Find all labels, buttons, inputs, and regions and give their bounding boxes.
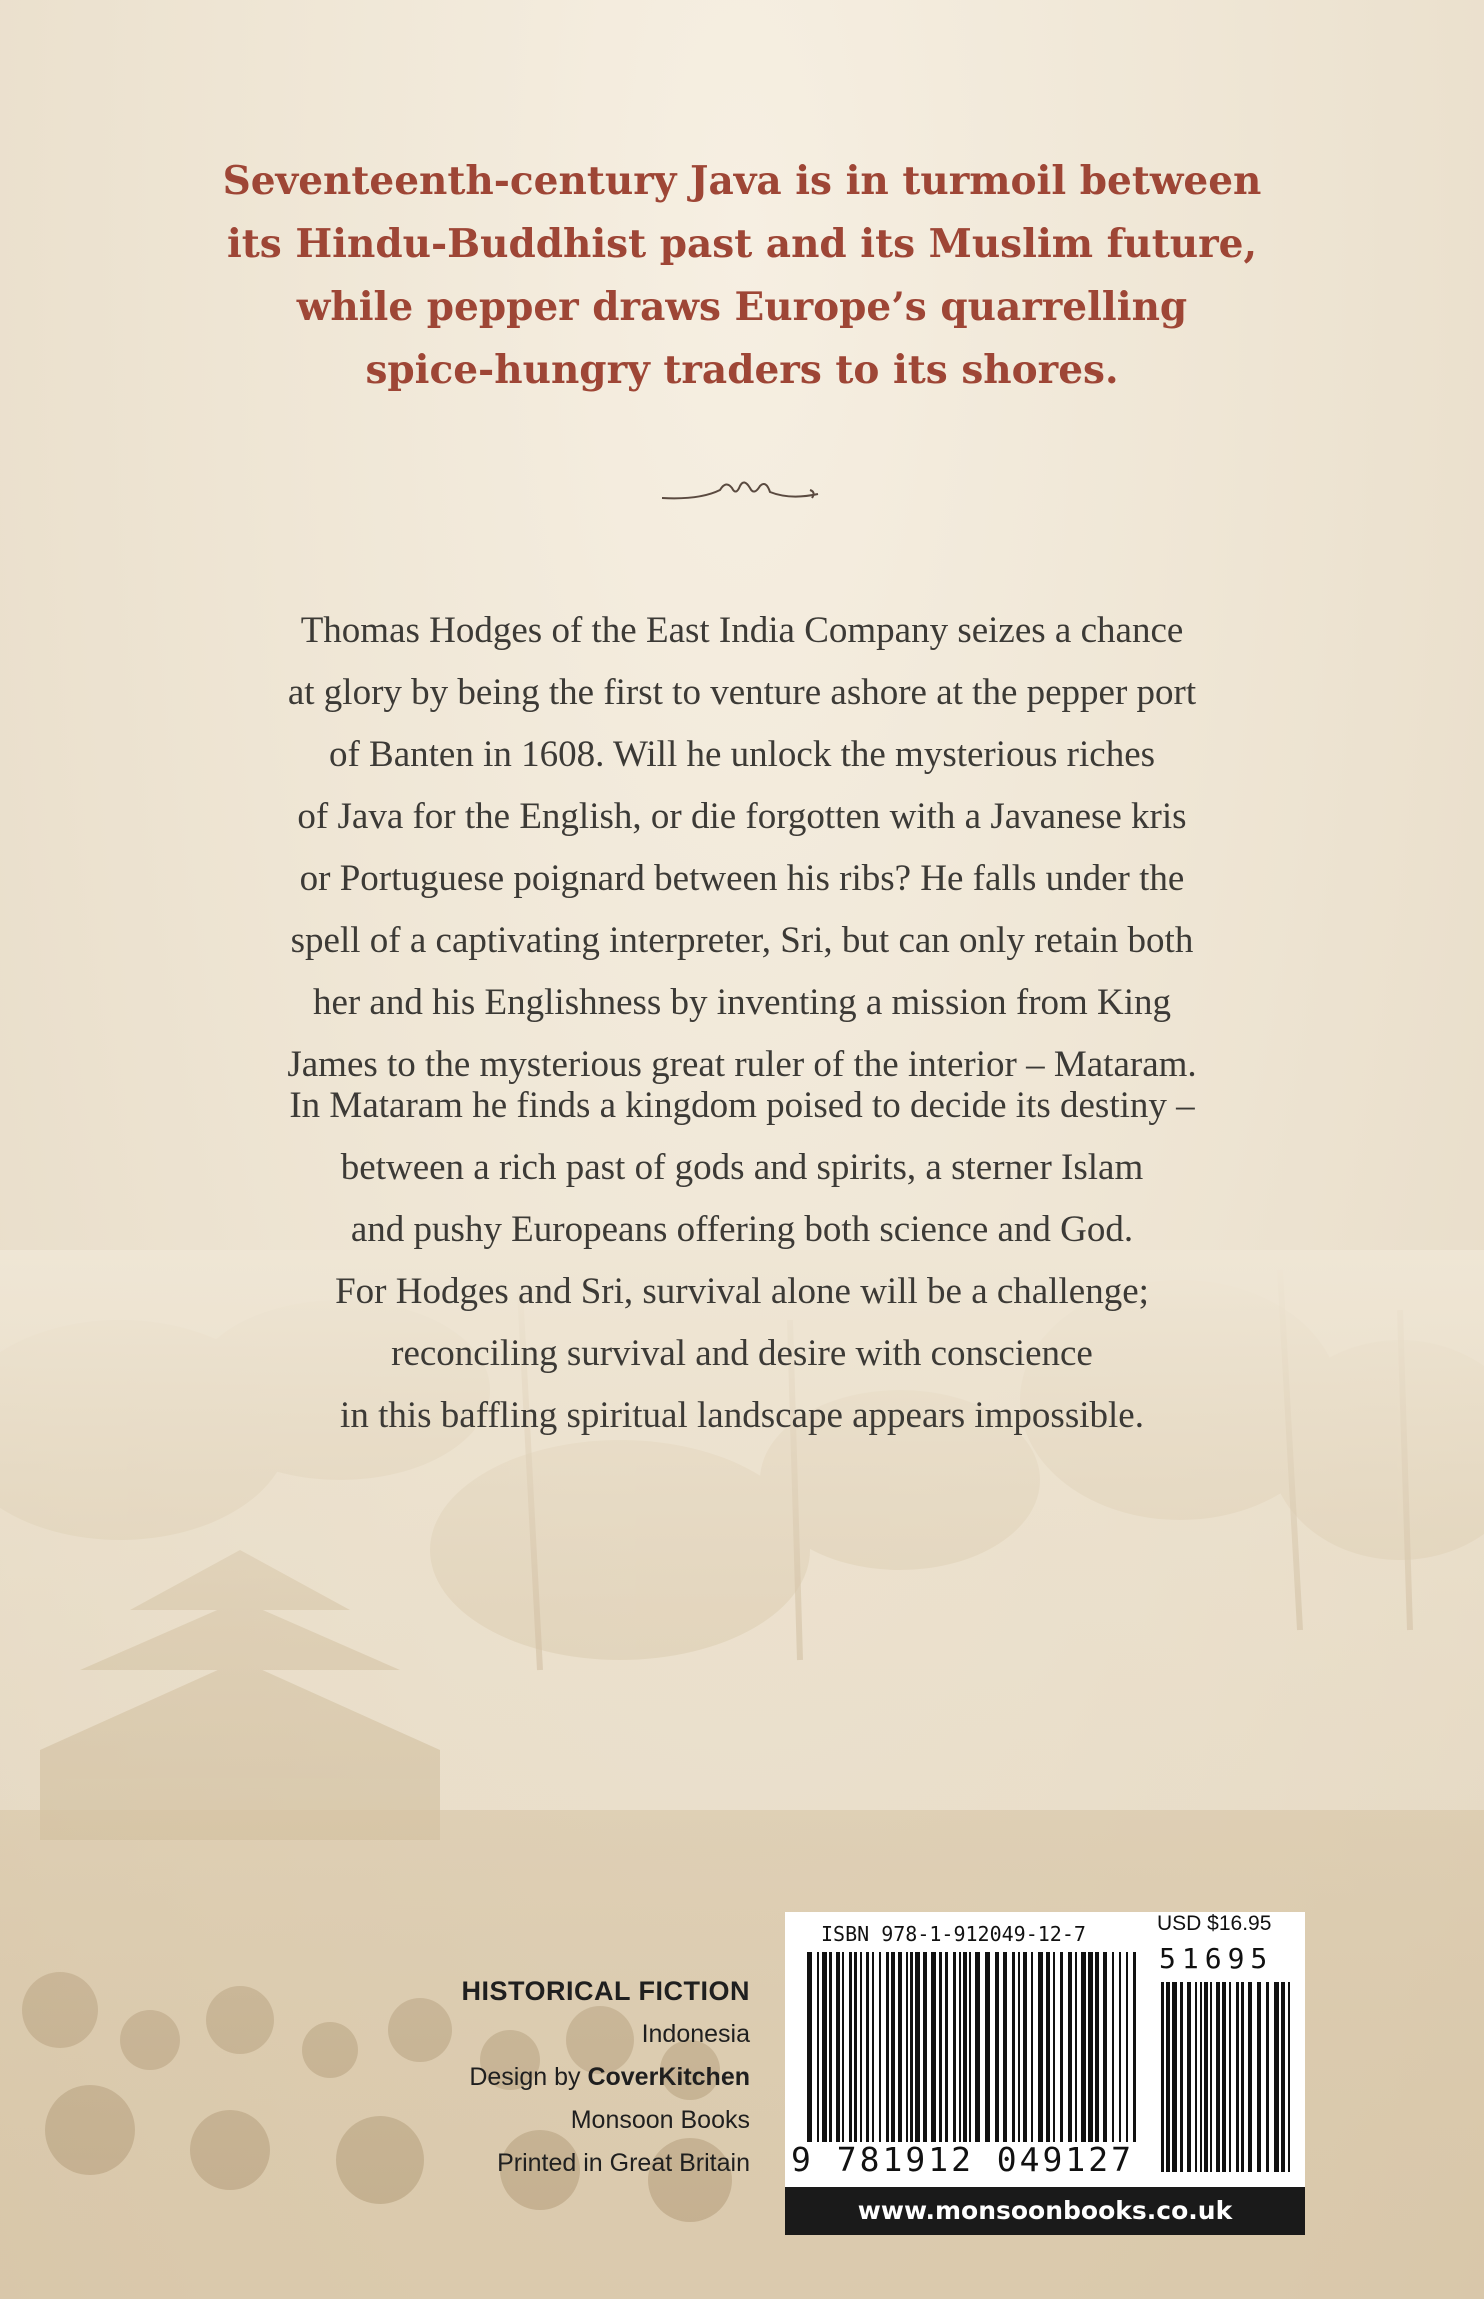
barcode-bar bbox=[1195, 1982, 1197, 2172]
barcode-bar bbox=[910, 1952, 913, 2142]
barcode-bar bbox=[1112, 1952, 1114, 2142]
barcode-bar bbox=[817, 1952, 819, 2142]
barcode-bar bbox=[923, 1952, 927, 2142]
barcode-bar bbox=[872, 1952, 874, 2142]
barcode-main bbox=[803, 1952, 1143, 2142]
printed-label: Printed in Great Britain bbox=[497, 2149, 750, 2177]
price-label: USD $16.95 bbox=[1157, 1912, 1272, 1935]
barcode-bar bbox=[866, 1952, 869, 2142]
synopsis-paragraph-1 bbox=[110, 600, 1374, 1096]
text-line: or Portuguese poignard between his ribs? He falls under the bbox=[299, 858, 1185, 899]
barcode-bar bbox=[1241, 1982, 1244, 2172]
barcode-bar bbox=[959, 1952, 961, 2142]
website-url: www.monsoonbooks.co.uk bbox=[785, 2187, 1305, 2235]
barcode-bar bbox=[906, 1952, 908, 2142]
barcode-bar bbox=[1075, 1952, 1077, 2142]
barcode-bar bbox=[854, 1952, 857, 2142]
barcode-bar bbox=[1229, 1982, 1231, 2172]
text-line: at glory by being the first to venture ashore at the pepper port bbox=[287, 672, 1197, 713]
barcode-bar bbox=[945, 1952, 948, 2142]
barcode-bar bbox=[1119, 1952, 1121, 2142]
publication-info bbox=[350, 1970, 750, 2185]
barcode-bar bbox=[1103, 1952, 1107, 2142]
barcode-bar bbox=[931, 1952, 936, 2142]
barcode-bar bbox=[1248, 1982, 1252, 2172]
text-line: reconciling survival and desire with conscience bbox=[391, 1333, 1093, 1374]
barcode-bar bbox=[1133, 1952, 1136, 2142]
text-line: James to the mysterious great ruler of the interior – Mataram. bbox=[287, 1044, 1197, 1085]
barcode-bar bbox=[1180, 1982, 1183, 2172]
barcode-bar bbox=[1274, 1982, 1279, 2172]
barcode-bar bbox=[1257, 1982, 1261, 2172]
barcode-bar bbox=[1210, 1982, 1212, 2172]
text-line: of Banten in 1608. Will he unlock the mysterious riches bbox=[328, 734, 1156, 775]
text-line: between a rich past of gods and spirits, a sterner Islam bbox=[340, 1147, 1144, 1188]
barcode-bar bbox=[898, 1952, 902, 2142]
tagline-line: spice-hungry traders to its shores. bbox=[365, 347, 1119, 393]
barcode-bar bbox=[1068, 1952, 1072, 2142]
isbn-digits: 9 781912 049127 bbox=[791, 2140, 1135, 2179]
barcode-bar bbox=[860, 1952, 862, 2142]
barcode-bar bbox=[969, 1952, 971, 2142]
price-addon-code: 51695 bbox=[1159, 1942, 1274, 1975]
barcode-bar bbox=[985, 1952, 990, 2142]
design-credit-prefix: Design by bbox=[469, 2063, 588, 2091]
text-line: spell of a captivating interpreter, Sri, but can only retain both bbox=[290, 920, 1194, 961]
text-line: in this baffling spiritual landscape appears impossible. bbox=[340, 1395, 1144, 1436]
barcode-bar bbox=[1095, 1952, 1099, 2142]
barcode-bar bbox=[939, 1952, 942, 2142]
isbn-label: ISBN 978-1-912049-12-7 bbox=[821, 1922, 1086, 1946]
barcode-bar bbox=[915, 1952, 920, 2142]
barcode-bar bbox=[1266, 1982, 1269, 2172]
barcode-addon bbox=[1157, 1982, 1297, 2172]
design-credit-brand: CoverKitchen bbox=[587, 2063, 750, 2091]
tagline-line: Seventeenth-century Java is in turmoil between bbox=[222, 158, 1262, 204]
barcode-bar bbox=[1012, 1952, 1015, 2142]
barcode-bar bbox=[1166, 1982, 1170, 2172]
barcode-bar bbox=[836, 1952, 840, 2142]
text-line: her and his Englishness by inventing a mission from King bbox=[312, 982, 1172, 1023]
barcode-bar bbox=[879, 1952, 881, 2142]
text-line: For Hodges and Sri, survival alone will be a challenge; bbox=[335, 1271, 1149, 1312]
tagline bbox=[100, 150, 1384, 402]
barcode-bar bbox=[1053, 1952, 1055, 2142]
text-line: Thomas Hodges of the East India Company seizes a chance bbox=[300, 610, 1184, 651]
flourish-ornament bbox=[660, 470, 820, 510]
barcode-bar bbox=[953, 1952, 956, 2142]
text-line: and pushy Europeans offering both science and God. bbox=[350, 1209, 1134, 1250]
region-label: Indonesia bbox=[641, 2020, 750, 2048]
barcode-bar bbox=[1222, 1982, 1226, 2172]
barcode-bar bbox=[995, 1952, 999, 2142]
barcode-bar bbox=[1187, 1982, 1191, 2172]
barcode-bar bbox=[1031, 1952, 1033, 2142]
barcode-bar bbox=[1038, 1952, 1043, 2142]
barcode-bar bbox=[1236, 1982, 1239, 2172]
barcode-bar bbox=[1046, 1952, 1050, 2142]
barcode-bar bbox=[1281, 1982, 1285, 2172]
tagline-line: its Hindu-Buddhist past and its Muslim future, bbox=[226, 221, 1258, 267]
barcode-bar bbox=[1204, 1982, 1208, 2172]
barcode-bar bbox=[1200, 1982, 1202, 2172]
barcode-bar bbox=[1288, 1982, 1290, 2172]
design-credit bbox=[350, 2056, 750, 2099]
barcode-bar bbox=[963, 1952, 967, 2142]
publisher-label: Monsoon Books bbox=[570, 2106, 750, 2134]
barcode-bar bbox=[975, 1952, 980, 2142]
tagline-line: while pepper draws Europe’s quarrelling bbox=[296, 284, 1188, 330]
barcode-bar bbox=[1023, 1952, 1027, 2142]
barcode-bar bbox=[842, 1952, 844, 2142]
barcode-bar bbox=[1060, 1952, 1063, 2142]
barcode-bar bbox=[1088, 1952, 1093, 2142]
barcode-bar bbox=[1003, 1952, 1007, 2142]
barcode-panel bbox=[785, 1912, 1305, 2187]
barcode-bar bbox=[891, 1952, 895, 2142]
genre-label: HISTORICAL FICTION bbox=[461, 1976, 750, 2006]
barcode-bar bbox=[1018, 1952, 1020, 2142]
barcode-bar bbox=[822, 1952, 827, 2142]
barcode-bar bbox=[829, 1952, 832, 2142]
barcode-bar bbox=[886, 1952, 889, 2142]
barcode-bar bbox=[1161, 1982, 1164, 2172]
barcode-bar bbox=[1126, 1952, 1128, 2142]
barcode-bar bbox=[807, 1952, 812, 2142]
synopsis-paragraph-2 bbox=[110, 1075, 1374, 1447]
text-line: In Mataram he finds a kingdom poised to decide its destiny – bbox=[289, 1085, 1195, 1126]
barcode-bar bbox=[1216, 1982, 1220, 2172]
text-line: of Java for the English, or die forgotten with a Javanese kris bbox=[297, 796, 1187, 837]
barcode-bar bbox=[849, 1952, 852, 2142]
barcode-bar bbox=[1081, 1952, 1086, 2142]
barcode-bar bbox=[1172, 1982, 1177, 2172]
